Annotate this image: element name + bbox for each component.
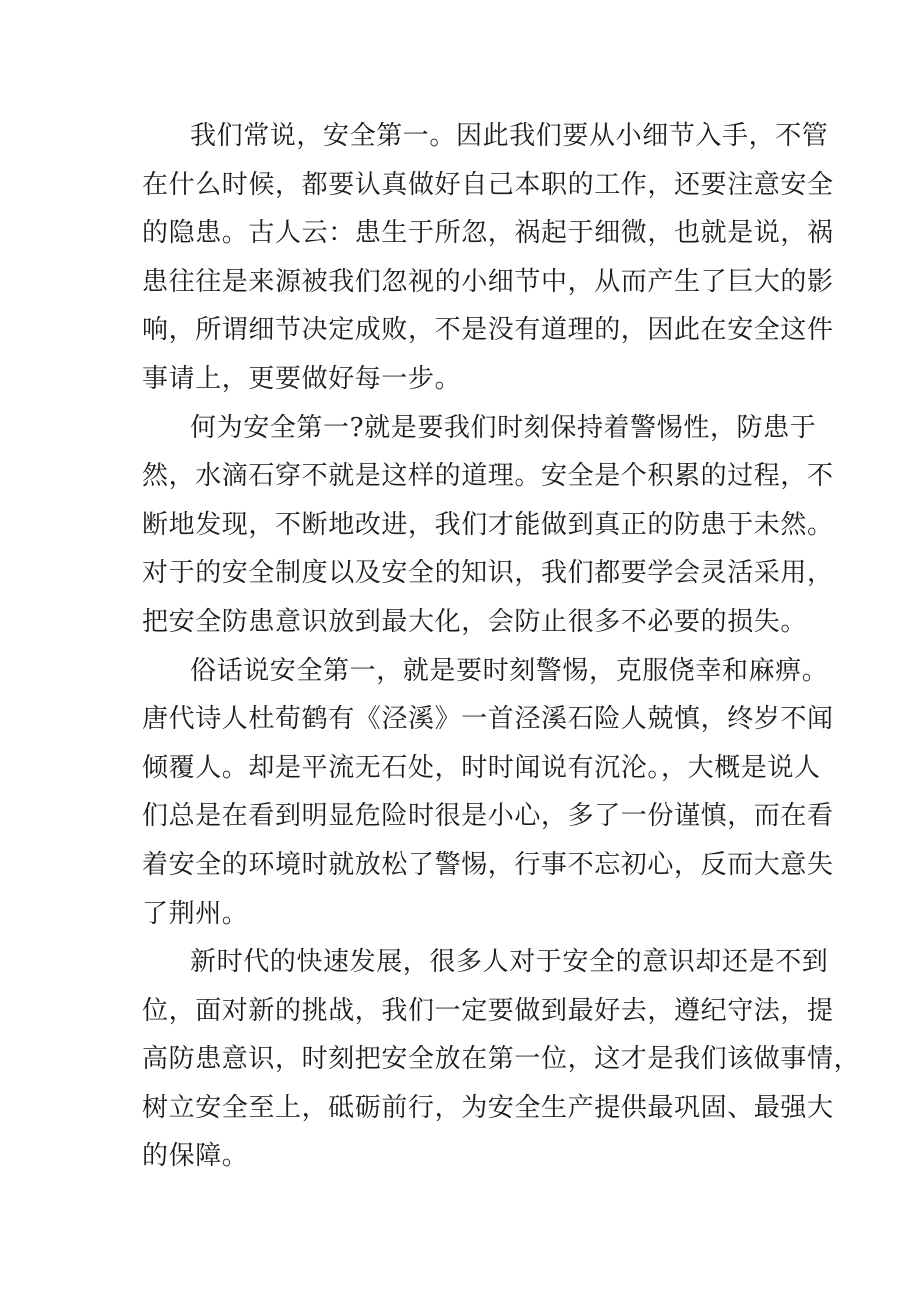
text-line: 树立安全至上，砥砺前行，为安全生产提供最巩固、最强大 [142,1092,834,1123]
text-line: 的保障。 [142,1141,249,1172]
text-line: 了荆州。 [142,898,249,929]
paragraph-3 [142,647,834,939]
text-line: 倾覆人。却是平流无石处，时时闻说有沉沦。，大概是说人 [142,752,821,783]
text-line: 患往往是来源被我们忽视的小细节中，从而产生了巨大的影 [142,266,834,297]
text-line: 着安全的环境时就放松了警惕，行事不忘初心，反而大意失 [142,849,834,880]
paragraph-2 [142,404,834,647]
text-line: 的隐患。古人云：患生于所忽，祸起于细微，也就是说，祸 [142,218,834,249]
paragraph-1 [142,112,834,404]
text-line: 然，水滴石穿不就是这样的道理。安全是个积累的过程，不 [142,461,834,492]
text-line: 把安全防患意识放到最大化，会防止很多不必要的损失。 [142,606,808,637]
text-line: 事请上，更要做好每一步。 [142,363,462,394]
text-line: 对于的安全制度以及安全的知识，我们都要学会灵活采用， [142,558,834,589]
article-body [142,112,861,1181]
text-line: 新时代的快速发展，很多人对于安全的意识却还是不到 [190,947,829,978]
text-line: 俗话说安全第一，就是要时刻警惕，克服侥幸和麻痹。 [190,655,829,686]
text-line: 断地发现，不断地改进，我们才能做到真正的防患于未然。 [142,509,834,540]
text-line: 何为安全第一?就是要我们时刻保持着警惕性，防患于 [190,412,817,443]
text-line: 唐代诗人杜荀鹤有《泾溪》一首泾溪石险人兢慎，终岁不闻 [142,704,834,735]
text-line: 响，所谓细节决定成败，不是没有道理的，因此在安全这件 [142,315,834,346]
text-line: 我们常说，安全第一。因此我们要从小细节入手，不管 [190,121,829,151]
text-line: 们总是在看到明显危险时很是小心，多了一份谨慎，而在看 [142,801,834,832]
text-line: 高防患意识，时刻把安全放在第一位，这才是我们该做事情， [142,1044,861,1075]
paragraph-4 [142,938,861,1181]
text-line: 位，面对新的挑战，我们一定要做到最好去，遵纪守法，提 [142,995,834,1026]
text-line: 在什么时候，都要认真做好自己本职的工作，还要注意安全 [142,169,834,200]
